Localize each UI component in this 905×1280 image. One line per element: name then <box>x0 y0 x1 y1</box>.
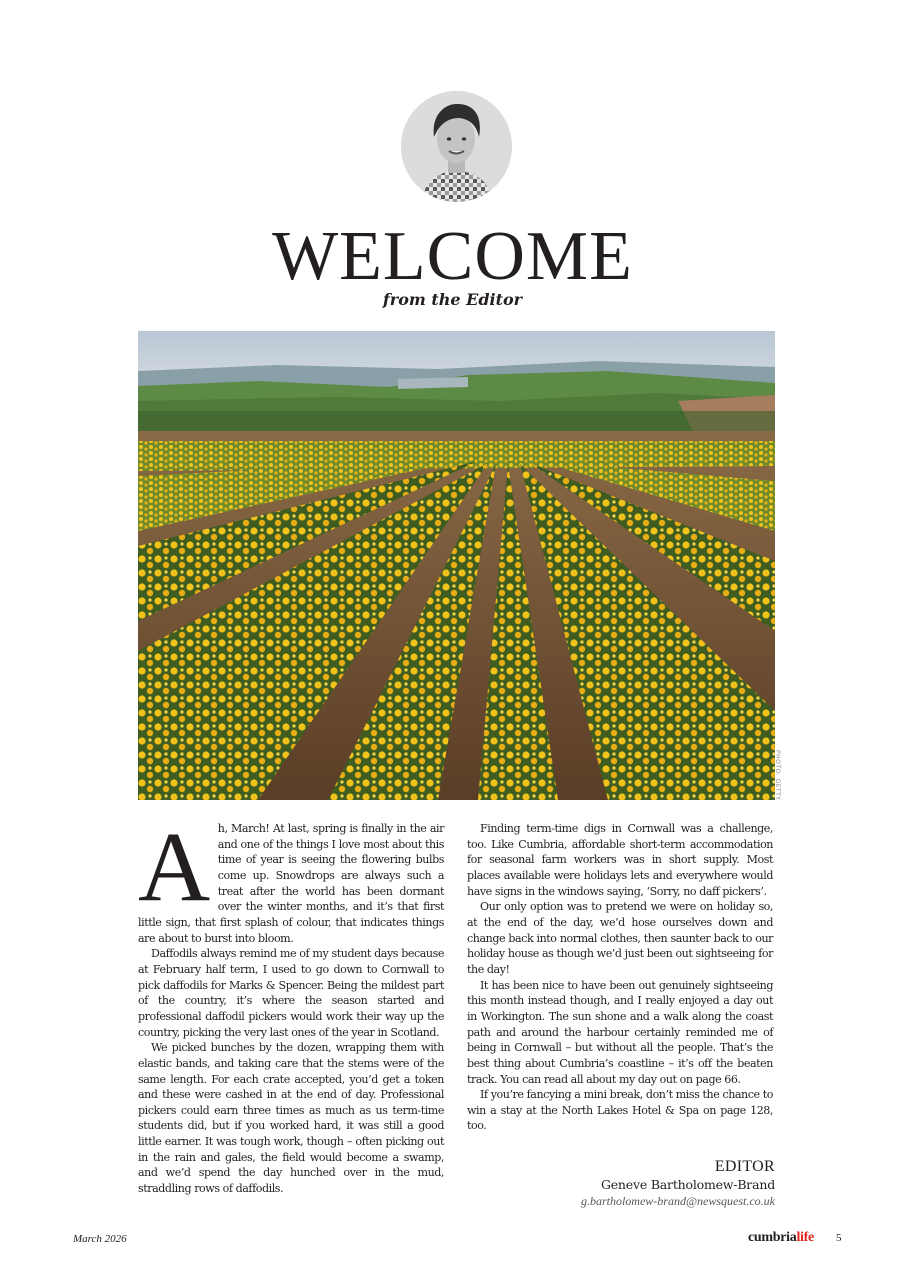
article-paragraph: We picked bunches by the dozen, wrapping them with elastic bands, and taking care that the stems were of the same length. For each crate accepted, you’d get a token and these were cashed in at the end of day. Professional pickers could earn three times as much as us term-time students did, but if you worked hard, it was still a good little earner. It was tough work, though – often picking out in the rain and gales, the field would become a swamp, and we’d spend the day hunched over in the mud, straddling rows of daffodils. <box>138 1041 444 1196</box>
page-title: WELCOME <box>272 218 633 295</box>
article-paragraph: Finding term-time digs in Cornwall was a challenge, too. Like Cumbria, affordable short-term accommodation for seasonal farm workers was in short supply. Most places available were holidays lets and everywhere would have signs in the windows saying, ‘Sorry, no daff pickers’. <box>467 822 773 898</box>
logo-accent: life <box>796 1230 814 1245</box>
footer-date: March 2026 <box>73 1233 127 1245</box>
article-paragraph: If you’re fancying a mini break, don’t miss the chance to win a stay at the North Lakes Hotel & Spa on page 128, too. <box>467 1088 773 1133</box>
article-paragraph: It has been nice to have been out genuinely sightseeing this month instead though, and I really enjoyed a day out in Workington. The sun shone and a walk along the coast path and around the harbour certainly reminded me of being in Cornwall – but without all the people. That’s the best thing about Cumbria’s coastline – it’s off the beaten track. You can read all about my day out on page 66. <box>467 978 773 1086</box>
signature-email[interactable]: g.bartholomew-brand@newsquest.co.uk <box>580 1194 775 1208</box>
article-paragraph: Our only option was to pretend we were on holiday so, at the end of the day, we’d hose ourselves down and change back into normal clothes, then saunter back to our holiday house as though we’d just been out sightseeing for the day! <box>467 900 773 976</box>
drop-cap: A <box>138 811 210 922</box>
logo-main: cumbria <box>748 1230 797 1245</box>
photo-credit: PHOTO: GETTY <box>774 750 781 801</box>
signature-role: EDITOR <box>714 1158 775 1175</box>
page-subtitle: from the Editor <box>382 290 523 309</box>
article-column-left <box>138 811 444 1197</box>
article-column-right <box>467 821 773 1134</box>
signature-name: Geneve Bartholomew-Brand <box>600 1177 775 1192</box>
page-number: 5 <box>836 1232 842 1244</box>
editor-signature <box>520 1158 775 1210</box>
magazine-logo <box>748 1230 814 1246</box>
article-paragraph: h, March! At last, spring is finally in the air and one of the things I love most about this time of year is seeing the flowering bulbs come up. Snowdrops are always such a treat after the world has been dormant over the winter months, and it’s that first little sign, that first splash of colour, that indicates things are about to burst into bloom. <box>138 822 444 945</box>
editor-avatar <box>401 91 512 202</box>
article-paragraph: Daffodils always remind me of my student days because at February half term, I used to go down to Cornwall to pick daffodils for Marks & Spencer. Being the mildest part of the country, it’s where the season started and professional daffodil pickers would work their way up the country, picking the very last ones of the year in Scotland. <box>138 947 444 1039</box>
daffodil-field-photo <box>138 331 775 800</box>
